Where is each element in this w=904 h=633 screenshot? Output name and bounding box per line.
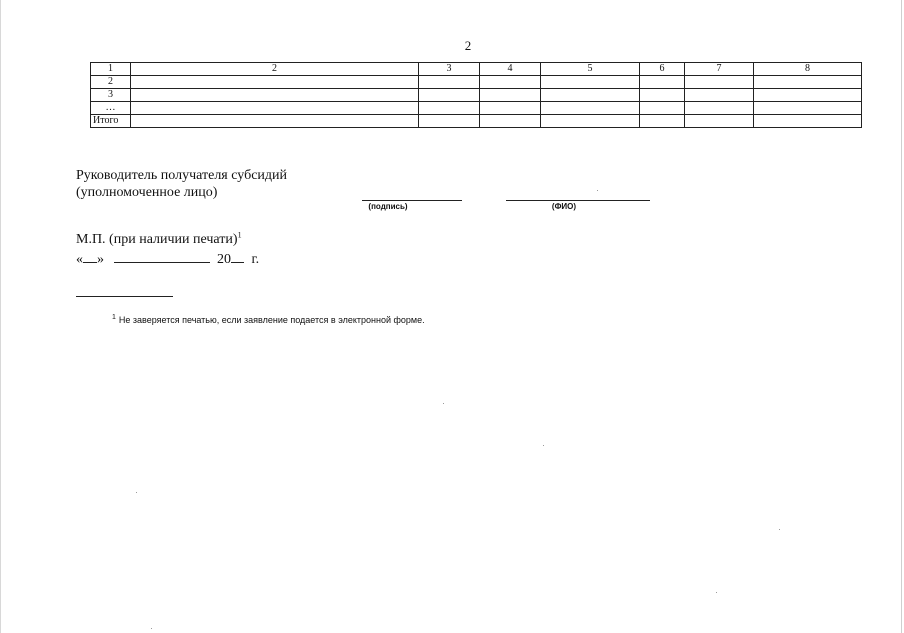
scan-speck — [443, 403, 444, 404]
table-cell — [541, 76, 640, 89]
scan-speck — [597, 190, 598, 191]
table-cell — [480, 115, 541, 128]
signature-caption: (подпись) — [368, 202, 408, 211]
column-header: 6 — [640, 63, 685, 76]
scan-speck — [543, 445, 544, 446]
scan-speck — [716, 592, 717, 593]
table-cell — [419, 89, 480, 102]
scan-speck — [151, 628, 152, 629]
month-blank — [114, 249, 210, 263]
column-header: 2 — [131, 63, 419, 76]
date-close-quote: » — [97, 252, 104, 267]
table-cell — [131, 89, 419, 102]
table-row — [91, 76, 862, 89]
day-blank — [83, 249, 97, 263]
signatory-title-line2: (уполномоченное лицо) — [76, 185, 218, 200]
table-cell — [541, 115, 640, 128]
date-line — [76, 249, 259, 269]
row-number: 3 — [91, 89, 131, 102]
signatory-title — [76, 167, 287, 201]
scan-edge-left — [0, 0, 1, 633]
signature-line — [362, 200, 462, 201]
row-number: 2 — [91, 76, 131, 89]
table-cell — [640, 115, 685, 128]
name-line — [506, 200, 650, 201]
table-cell — [419, 115, 480, 128]
table-cell — [640, 89, 685, 102]
scan-edge-right — [901, 0, 902, 633]
table-row — [91, 102, 862, 115]
table-cell — [480, 89, 541, 102]
column-header: 1 — [91, 63, 131, 76]
footnote-marker: 1 — [112, 314, 116, 321]
stamp-footnote-ref: 1 — [237, 230, 242, 240]
column-header: 5 — [541, 63, 640, 76]
table-header-row — [91, 63, 862, 76]
table-cell — [685, 102, 754, 115]
stamp-text: М.П. (при наличии печати) — [76, 232, 238, 247]
footnote — [112, 315, 425, 325]
table-cell — [419, 76, 480, 89]
footnote-text: Не заверяется печатью, если заявление подается в электронной форме. — [118, 315, 425, 325]
page-number: 2 — [464, 38, 472, 53]
column-header: 4 — [480, 63, 541, 76]
table-cell — [419, 102, 480, 115]
table-cell — [685, 76, 754, 89]
table-cell — [480, 102, 541, 115]
table-cell — [754, 102, 862, 115]
table-cell — [754, 89, 862, 102]
stamp-label — [76, 231, 242, 249]
table-cell — [131, 102, 419, 115]
table-cell — [640, 76, 685, 89]
column-header: 8 — [754, 63, 862, 76]
row-number: … — [91, 102, 131, 115]
total-label: Итого — [91, 115, 131, 128]
table-cell — [480, 76, 541, 89]
column-header: 7 — [685, 63, 754, 76]
table-cell — [754, 115, 862, 128]
year-blank — [231, 249, 244, 263]
year-suffix: г. — [251, 252, 260, 267]
date-open-quote: « — [76, 252, 83, 267]
table-row — [91, 89, 862, 102]
scan-speck — [779, 529, 780, 530]
table-cell — [541, 102, 640, 115]
table-cell — [131, 76, 419, 89]
table-cell — [685, 115, 754, 128]
signatory-title-line1: Руководитель получателя субсидий — [76, 168, 288, 183]
year-prefix: 20 — [217, 252, 231, 267]
table-cell — [131, 115, 419, 128]
column-header: 3 — [419, 63, 480, 76]
table-cell — [640, 102, 685, 115]
footnote-separator — [76, 296, 173, 297]
table-total-row — [91, 115, 862, 128]
report-table — [90, 62, 862, 128]
table-cell — [541, 89, 640, 102]
table-cell — [754, 76, 862, 89]
scan-speck — [136, 492, 137, 493]
name-caption: (ФИО) — [551, 202, 577, 211]
table-cell — [685, 89, 754, 102]
